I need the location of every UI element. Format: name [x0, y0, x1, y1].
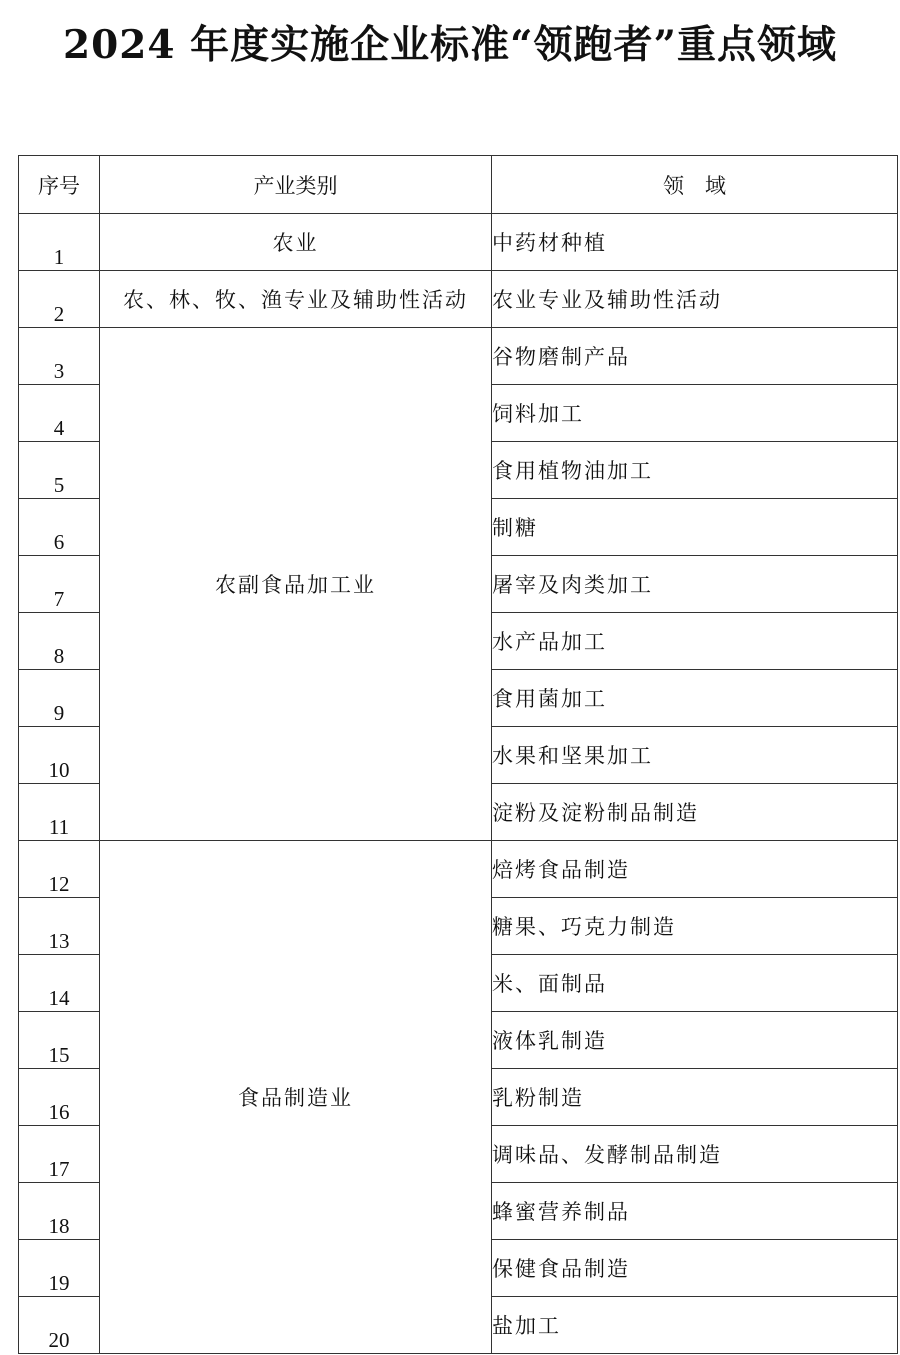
- field-cell: 制糖: [492, 499, 898, 556]
- row-number: 4: [19, 385, 100, 442]
- field-cell: 食用菌加工: [492, 670, 898, 727]
- field-cell: 农业专业及辅助性活动: [492, 271, 898, 328]
- row-number: 2: [19, 271, 100, 328]
- table-row: [19, 328, 898, 385]
- focus-areas-table: [18, 155, 898, 1354]
- table-header-row: [19, 156, 898, 214]
- field-cell: 盐加工: [492, 1297, 898, 1354]
- row-number: 1: [19, 214, 100, 271]
- row-number: 5: [19, 442, 100, 499]
- row-number: 9: [19, 670, 100, 727]
- header-field: 领 域: [492, 156, 898, 214]
- field-cell: 屠宰及肉类加工: [492, 556, 898, 613]
- row-number: 16: [19, 1069, 100, 1126]
- category-cell: 农业: [100, 214, 492, 271]
- field-cell: 糖果、巧克力制造: [492, 898, 898, 955]
- category-cell: 食品制造业: [100, 841, 492, 1354]
- row-number: 14: [19, 955, 100, 1012]
- field-cell: 水产品加工: [492, 613, 898, 670]
- row-number: 6: [19, 499, 100, 556]
- table-row: [19, 841, 898, 898]
- field-cell: 淀粉及淀粉制品制造: [492, 784, 898, 841]
- field-cell: 谷物磨制产品: [492, 328, 898, 385]
- field-cell: 调味品、发酵制品制造: [492, 1126, 898, 1183]
- field-cell: 保健食品制造: [492, 1240, 898, 1297]
- row-number: 11: [19, 784, 100, 841]
- field-cell: 水果和坚果加工: [492, 727, 898, 784]
- row-number: 15: [19, 1012, 100, 1069]
- field-cell: 液体乳制造: [492, 1012, 898, 1069]
- header-no: 序号: [19, 156, 100, 214]
- header-category: 产业类别: [100, 156, 492, 214]
- field-cell: 蜂蜜营养制品: [492, 1183, 898, 1240]
- row-number: 7: [19, 556, 100, 613]
- row-number: 17: [19, 1126, 100, 1183]
- row-number: 19: [19, 1240, 100, 1297]
- field-cell: 饲料加工: [492, 385, 898, 442]
- table-row: [19, 271, 898, 328]
- field-cell: 食用植物油加工: [492, 442, 898, 499]
- category-cell: 农副食品加工业: [100, 328, 492, 841]
- page-title: 2024 年度实施企业标准“领跑者”重点领域: [63, 22, 837, 68]
- row-number: 3: [19, 328, 100, 385]
- row-number: 12: [19, 841, 100, 898]
- row-number: 20: [19, 1297, 100, 1354]
- row-number: 8: [19, 613, 100, 670]
- row-number: 13: [19, 898, 100, 955]
- category-cell: 农、林、牧、渔专业及辅助性活动: [100, 271, 492, 328]
- row-number: 18: [19, 1183, 100, 1240]
- field-cell: 焙烤食品制造: [492, 841, 898, 898]
- row-number: 10: [19, 727, 100, 784]
- field-cell: 米、面制品: [492, 955, 898, 1012]
- field-cell: 中药材种植: [492, 214, 898, 271]
- table-row: [19, 214, 898, 271]
- field-cell: 乳粉制造: [492, 1069, 898, 1126]
